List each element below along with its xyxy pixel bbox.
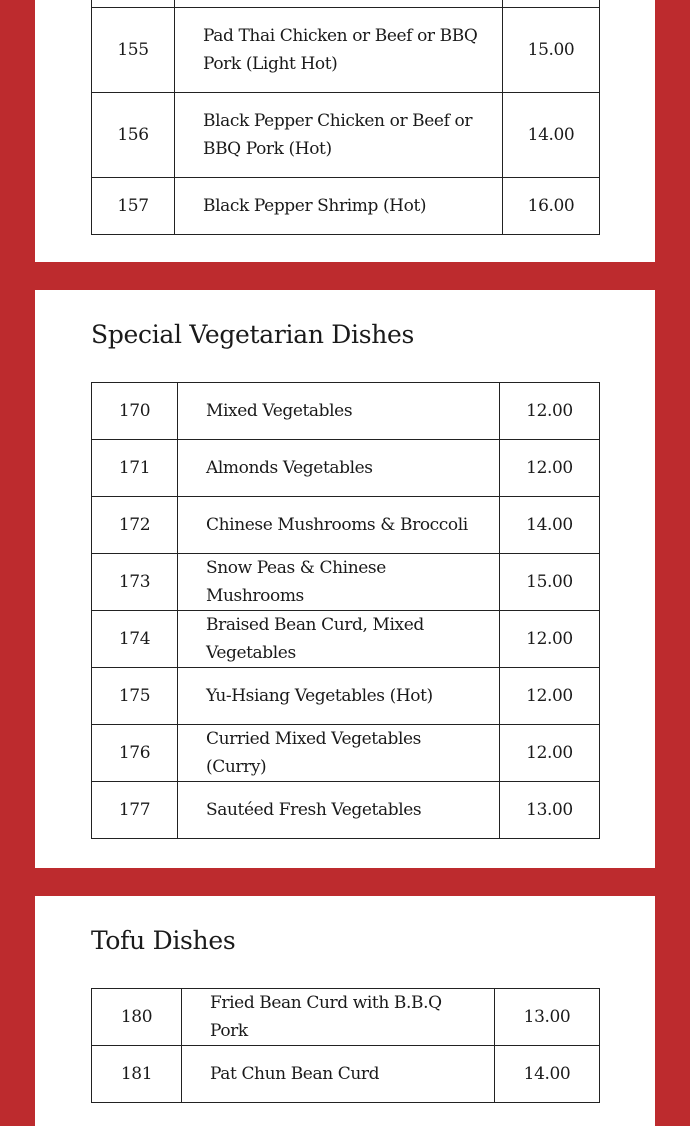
item-name: Pad Thai Chicken or Beef or BBQ Pork (Light Hot) [175,8,503,93]
table-row [92,725,600,782]
item-price: 14.00 [503,93,600,178]
item-name: Chinese Mushrooms & Broccoli [178,497,500,554]
item-price: 13.00 [500,782,600,839]
item-number: 172 [92,497,178,554]
item-number: 156 [92,93,175,178]
table-row [92,611,600,668]
item-name: Mixed Vegetables [178,383,500,440]
item-number: 171 [92,440,178,497]
table-row [92,554,600,611]
item-price: 12.00 [500,725,600,782]
table-row [92,178,600,235]
item-name: Black Pepper Chicken or Beef or BBQ Pork (Hot) [175,93,503,178]
item-name: Braised Bean Curd, Mixed Vegetables [178,611,500,668]
item-number: 155 [92,8,175,93]
menu-table [91,988,600,1103]
section-title: Tofu Dishes [91,926,236,955]
menu-card-vegetarian [35,290,655,868]
item-price: 12.00 [500,611,600,668]
table-row [92,0,600,8]
item-name: Black Pepper Shrimp (Hot) [175,178,503,235]
table-row [92,668,600,725]
menu-card-top [35,0,655,262]
item-number: 173 [92,554,178,611]
item-price: 12.00 [500,440,600,497]
table-row [92,782,600,839]
table-row [92,440,600,497]
item-number [92,0,175,8]
item-name [175,0,503,8]
table-row [92,989,600,1046]
item-number: 180 [92,989,182,1046]
menu-table [91,0,600,235]
item-price: 14.00 [500,497,600,554]
table-row [92,383,600,440]
item-name: Fried Bean Curd with B.B.Q Pork [182,989,495,1046]
item-price: 13.00 [495,989,600,1046]
item-name: Snow Peas & Chinese Mushrooms [178,554,500,611]
item-price [503,0,600,8]
table-row [92,8,600,93]
item-price: 16.00 [503,178,600,235]
table-row [92,93,600,178]
item-number: 181 [92,1046,182,1103]
item-number: 177 [92,782,178,839]
item-price: 15.00 [500,554,600,611]
item-name: Curried Mixed Vegetables (Curry) [178,725,500,782]
item-name: Yu-Hsiang Vegetables (Hot) [178,668,500,725]
menu-card-tofu [35,896,655,1126]
item-number: 174 [92,611,178,668]
section-title: Special Vegetarian Dishes [91,320,415,349]
item-price: 12.00 [500,383,600,440]
item-number: 157 [92,178,175,235]
item-price: 12.00 [500,668,600,725]
item-name: Sautéed Fresh Vegetables [178,782,500,839]
item-name: Pat Chun Bean Curd [182,1046,495,1103]
table-row [92,497,600,554]
item-price: 14.00 [495,1046,600,1103]
menu-table [91,382,600,839]
item-price: 15.00 [503,8,600,93]
table-row [92,1046,600,1103]
item-number: 176 [92,725,178,782]
item-name: Almonds Vegetables [178,440,500,497]
item-number: 175 [92,668,178,725]
item-number: 170 [92,383,178,440]
